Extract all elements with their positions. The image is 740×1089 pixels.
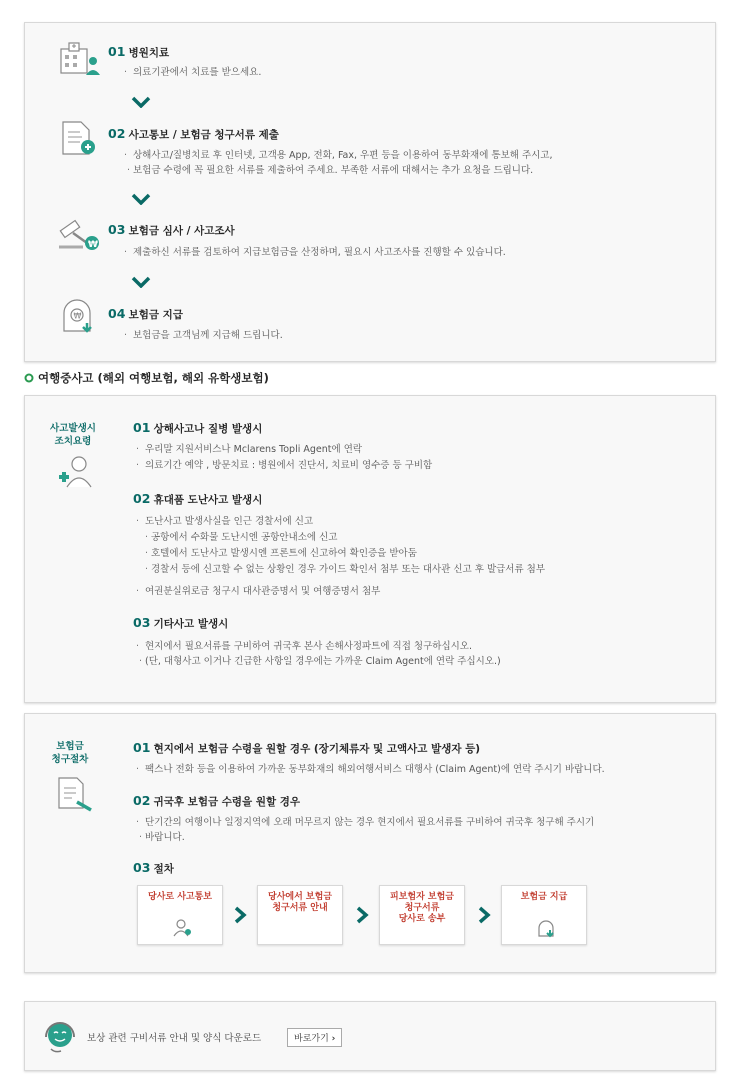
accident-02-bullet-1: · 도난사고 발생사실을 인근 경찰서에 신고 bbox=[145, 514, 313, 529]
claim-procedure-box bbox=[24, 713, 716, 973]
download-box bbox=[24, 1001, 716, 1071]
payment-icon bbox=[59, 297, 99, 337]
step-03-heading: 03 보험금 심사 / 사고조사 bbox=[108, 222, 235, 237]
step-01-desc: · 의료기관에서 치료를 받으세요. bbox=[133, 65, 261, 80]
person-report-icon bbox=[55, 453, 97, 493]
chevron-right-icon bbox=[233, 906, 247, 924]
svg-text:₩: ₩ bbox=[73, 311, 82, 321]
claim-01-heading: 01 현지에서 보험금 수령을 원할 경우 (장기체류자 및 고액사고 발생자 등) bbox=[133, 740, 481, 755]
svg-text:₩: ₩ bbox=[88, 240, 98, 250]
procedure-step-1: 당사로 사고통보 bbox=[137, 885, 223, 945]
chevron-down-icon bbox=[131, 96, 151, 108]
procedure-step-2: 당사에서 보험금 청구서류 안내 bbox=[257, 885, 343, 945]
accident-02-heading: 02 휴대품 도난사고 발생시 bbox=[133, 491, 263, 506]
claim-02-heading: 02 귀국후 보험금 수령을 원할 경우 bbox=[133, 793, 301, 808]
accident-02-bullet-2: · 여권분실위로금 청구시 대사관증명서 및 여행증명서 첨부 bbox=[145, 584, 380, 599]
document-pen-icon bbox=[55, 776, 95, 812]
payment-icon bbox=[536, 918, 556, 938]
step-03-desc: · 제출하신 서류를 검토하여 지급보험금을 산정하며, 필요시 사고조사를 진행할 수 있습니다. bbox=[133, 245, 506, 260]
chevron-right-icon: › bbox=[331, 1034, 336, 1044]
claim-01-bullet: · 팩스나 전화 등을 이용하여 가까운 동부화재의 해외여행서비스 대행사 (Claim Agent)에 연락 주시기 바랍니다. bbox=[145, 762, 605, 777]
accident-03-heading: 03 기타사고 발생시 bbox=[133, 615, 229, 630]
chevron-down-icon bbox=[131, 276, 151, 288]
travel-section-heading: 여행중사고 (해외 여행보험, 해외 유학생보험) bbox=[38, 371, 269, 385]
accident-01-heading: 01 상해사고나 질병 발생시 bbox=[133, 420, 263, 435]
go-button[interactable] bbox=[287, 1028, 342, 1047]
download-text: 보상 관련 구비서류 안내 및 양식 다운로드 bbox=[87, 1033, 262, 1044]
procedure-step-4: 보험금 지급 bbox=[501, 885, 587, 945]
step-04-heading: 04 보험금 지급 bbox=[108, 306, 183, 321]
claim-03-heading: 03 절차 bbox=[133, 860, 174, 875]
person-icon bbox=[172, 918, 192, 938]
bullet-circle-icon bbox=[24, 373, 34, 383]
accident-01-bullet-2: · 의료기간 예약 , 방문치료 : 병원에서 진단서, 치료비 영수증 등 구비함 bbox=[145, 458, 432, 473]
accident-side-label: 사고발생시 조치요령 bbox=[50, 423, 96, 447]
chevron-down-icon bbox=[131, 193, 151, 205]
claim-process-box bbox=[24, 22, 716, 362]
accident-02-sub-2: · 호텔에서 도난사고 발생시엔 프론트에 신고하여 확인증을 받아둠 bbox=[151, 546, 417, 561]
accident-01-bullet-1: · 우리말 지원서비스나 Mclarens Topli Agent에 연락 bbox=[145, 442, 362, 457]
accident-02-sub-3: · 경찰서 등에 신고할 수 없는 상황인 경우 가이드 확인서 첨부 또는 대사관 신고 후 발급서류 첨부 bbox=[151, 562, 545, 577]
step-02-desc-line1: · 상해사고/질병치료 후 인터넷, 고객용 App, 전화, Fax, 우편 등을 이용하여 동부화재에 통보해 주시고, bbox=[133, 148, 553, 163]
hospital-icon bbox=[57, 41, 103, 77]
go-button-label: 바로가기 bbox=[294, 1034, 329, 1044]
gavel-icon bbox=[57, 215, 103, 253]
claim-02-bullet-cont: · 바랍니다. bbox=[145, 830, 185, 845]
chevron-right-icon bbox=[477, 906, 491, 924]
accident-02-sub-1: · 공항에서 수화물 도난시엔 공항안내소에 신고 bbox=[151, 530, 337, 545]
step-04-desc: · 보험금을 고객님께 지급해 드립니다. bbox=[133, 328, 283, 343]
document-submit-icon bbox=[59, 120, 99, 158]
accident-03-note: · (단, 대형사고 이거나 긴급한 사항일 경우에는 가까운 Claim Agent에 연락 주십시오.) bbox=[145, 654, 501, 669]
accident-action-box bbox=[24, 395, 716, 703]
step-02-heading: 02 사고통보 / 보험금 청구서류 제출 bbox=[108, 126, 279, 141]
step-02-desc-line2: · 보험금 수령에 꼭 필요한 서류를 제출하여 주세요. 부족한 서류에 대해서는 추가 요청을 드립니다. bbox=[133, 163, 533, 178]
procedure-step-3: 피보험자 보험금 청구서류 당사로 송부 bbox=[379, 885, 465, 945]
headset-icon bbox=[41, 1017, 79, 1057]
accident-03-bullet-1: · 현지에서 필요서류를 구비하여 귀국후 본사 손해사정파트에 직접 청구하십시오. bbox=[145, 639, 472, 654]
chevron-right-icon bbox=[355, 906, 369, 924]
step-01-heading: 01 병원치료 bbox=[108, 44, 170, 59]
claim-side-label: 보험금 청구절차 bbox=[51, 741, 89, 765]
claim-02-bullet: · 단기간의 여행이나 일정지역에 오래 머무르지 않는 경우 현지에서 필요서류를 구비하여 귀국후 청구해 주시기 bbox=[145, 815, 594, 830]
